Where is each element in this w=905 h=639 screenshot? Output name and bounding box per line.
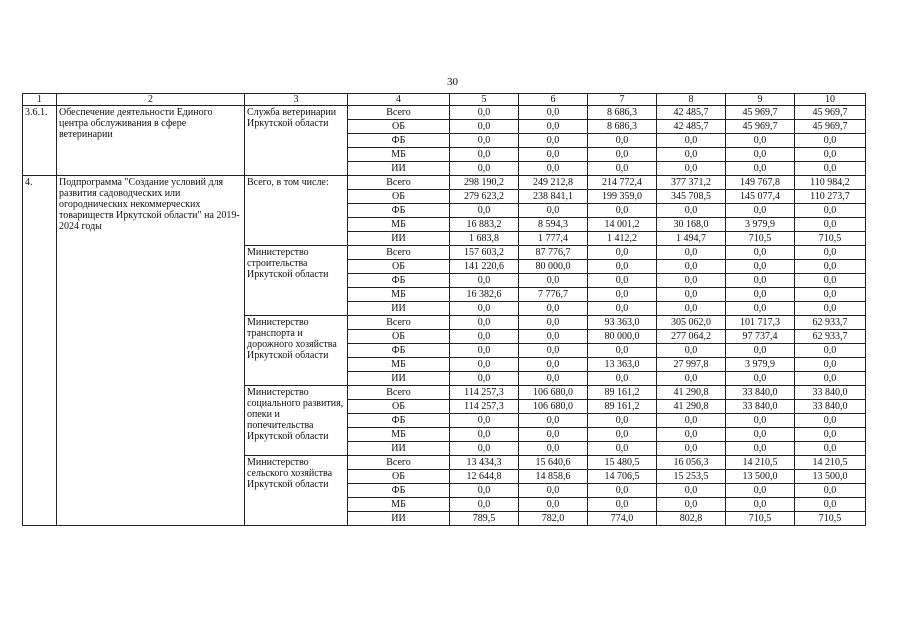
funding-source: Всего	[348, 316, 450, 330]
value-cell: 0,0	[588, 246, 657, 260]
value-cell: 41 290,8	[657, 386, 726, 400]
value-cell: 0,0	[795, 246, 866, 260]
value-cell: 0,0	[657, 442, 726, 456]
value-cell: 0,0	[519, 372, 588, 386]
value-cell: 13 363,0	[588, 358, 657, 372]
value-cell: 0,0	[450, 120, 519, 134]
value-cell: 710,5	[795, 232, 866, 246]
value-cell: 214 772,4	[588, 176, 657, 190]
value-cell: 3 979,9	[726, 358, 795, 372]
value-cell: 0,0	[450, 330, 519, 344]
funding-source: ФБ	[348, 274, 450, 288]
value-cell: 30 168,0	[657, 218, 726, 232]
funding-source: ИИ	[348, 372, 450, 386]
value-cell: 0,0	[588, 302, 657, 316]
value-cell: 0,0	[795, 148, 866, 162]
value-cell: 0,0	[726, 442, 795, 456]
value-cell: 0,0	[726, 288, 795, 302]
value-cell: 149 767,8	[726, 176, 795, 190]
header-cell: 2	[57, 94, 245, 106]
value-cell: 0,0	[657, 302, 726, 316]
value-cell: 305 062,0	[657, 316, 726, 330]
value-cell: 0,0	[795, 288, 866, 302]
value-cell: 1 777,4	[519, 232, 588, 246]
funding-source: ИИ	[348, 162, 450, 176]
executor-cell: Министерство строительства Иркутской области	[245, 246, 348, 316]
value-cell: 62 933,7	[795, 330, 866, 344]
funding-source: ФБ	[348, 414, 450, 428]
value-cell: 710,5	[726, 512, 795, 526]
table-body	[23, 94, 866, 526]
funding-source: ИИ	[348, 512, 450, 526]
header-row	[23, 94, 866, 106]
item-code: 4.	[23, 176, 57, 526]
value-cell: 42 485,7	[657, 120, 726, 134]
value-cell: 87 776,7	[519, 246, 588, 260]
value-cell: 8 686,3	[588, 106, 657, 120]
value-cell: 0,0	[657, 260, 726, 274]
funding-source: ФБ	[348, 134, 450, 148]
value-cell: 0,0	[726, 428, 795, 442]
header-cell: 3	[245, 94, 348, 106]
value-cell: 0,0	[450, 302, 519, 316]
value-cell: 0,0	[657, 148, 726, 162]
value-cell: 0,0	[795, 218, 866, 232]
value-cell: 0,0	[588, 134, 657, 148]
value-cell: 0,0	[726, 260, 795, 274]
funding-source: ФБ	[348, 484, 450, 498]
value-cell: 238 841,1	[519, 190, 588, 204]
value-cell: 277 064,2	[657, 330, 726, 344]
page-number: 30	[447, 76, 458, 88]
value-cell: 0,0	[450, 148, 519, 162]
value-cell: 0,0	[795, 134, 866, 148]
funding-source: Всего	[348, 456, 450, 470]
item-title: Подпрограмма "Создание условий для развития садоводческих или огороднических некоммерческих товариществ Иркутской области" на 2019-2024 годы	[57, 176, 245, 526]
value-cell: 0,0	[588, 498, 657, 512]
funding-source: МБ	[348, 218, 450, 232]
value-cell: 0,0	[657, 498, 726, 512]
value-cell: 0,0	[657, 134, 726, 148]
funding-source: Всего	[348, 176, 450, 190]
value-cell: 0,0	[657, 274, 726, 288]
funding-source: ОБ	[348, 190, 450, 204]
value-cell: 14 210,5	[795, 456, 866, 470]
value-cell: 0,0	[657, 288, 726, 302]
value-cell: 15 640,6	[519, 456, 588, 470]
header-cell: 8	[657, 94, 726, 106]
value-cell: 0,0	[519, 274, 588, 288]
value-cell: 0,0	[519, 330, 588, 344]
value-cell: 0,0	[795, 260, 866, 274]
funding-source: Всего	[348, 106, 450, 120]
value-cell: 0,0	[519, 442, 588, 456]
value-cell: 15 480,5	[588, 456, 657, 470]
value-cell: 1 494,7	[657, 232, 726, 246]
funding-source: ФБ	[348, 344, 450, 358]
value-cell: 14 706,5	[588, 470, 657, 484]
value-cell: 0,0	[795, 414, 866, 428]
value-cell: 0,0	[726, 274, 795, 288]
value-cell: 3 979,9	[726, 218, 795, 232]
value-cell: 0,0	[795, 302, 866, 316]
funding-source: ОБ	[348, 120, 450, 134]
value-cell: 0,0	[450, 428, 519, 442]
value-cell: 0,0	[726, 498, 795, 512]
value-cell: 0,0	[450, 498, 519, 512]
value-cell: 114 257,3	[450, 386, 519, 400]
value-cell: 14 210,5	[726, 456, 795, 470]
value-cell: 0,0	[519, 358, 588, 372]
value-cell: 0,0	[795, 442, 866, 456]
funding-source: ИИ	[348, 302, 450, 316]
value-cell: 279 623,2	[450, 190, 519, 204]
item-title: Обеспечение деятельности Единого центра обслуживания в сфере ветеринарии	[57, 106, 245, 176]
value-cell: 0,0	[657, 428, 726, 442]
value-cell: 0,0	[657, 162, 726, 176]
header-cell: 1	[23, 94, 57, 106]
value-cell: 0,0	[657, 372, 726, 386]
value-cell: 0,0	[450, 358, 519, 372]
value-cell: 27 997,8	[657, 358, 726, 372]
value-cell: 0,0	[726, 484, 795, 498]
value-cell: 33 840,0	[726, 386, 795, 400]
funding-source: ОБ	[348, 400, 450, 414]
value-cell: 106 680,0	[519, 386, 588, 400]
value-cell: 782,0	[519, 512, 588, 526]
value-cell: 33 840,0	[726, 400, 795, 414]
value-cell: 0,0	[588, 372, 657, 386]
value-cell: 0,0	[726, 246, 795, 260]
value-cell: 13 500,0	[795, 470, 866, 484]
value-cell: 345 708,5	[657, 190, 726, 204]
value-cell: 62 933,7	[795, 316, 866, 330]
value-cell: 45 969,7	[795, 120, 866, 134]
header-cell: 9	[726, 94, 795, 106]
value-cell: 1 412,2	[588, 232, 657, 246]
value-cell: 0,0	[726, 414, 795, 428]
value-cell: 16 883,2	[450, 218, 519, 232]
executor-cell: Министерство сельского хозяйства Иркутской области	[245, 456, 348, 526]
value-cell: 0,0	[519, 498, 588, 512]
value-cell: 93 363,0	[588, 316, 657, 330]
value-cell: 0,0	[519, 428, 588, 442]
value-cell: 0,0	[657, 204, 726, 218]
value-cell: 0,0	[588, 428, 657, 442]
value-cell: 802,8	[657, 512, 726, 526]
value-cell: 80 000,0	[519, 260, 588, 274]
value-cell: 0,0	[519, 120, 588, 134]
value-cell: 14 858,6	[519, 470, 588, 484]
value-cell: 110 273,7	[795, 190, 866, 204]
funding-source: ОБ	[348, 470, 450, 484]
value-cell: 8 594,3	[519, 218, 588, 232]
value-cell: 0,0	[588, 260, 657, 274]
value-cell: 0,0	[450, 204, 519, 218]
value-cell: 0,0	[450, 106, 519, 120]
value-cell: 0,0	[588, 344, 657, 358]
value-cell: 0,0	[795, 162, 866, 176]
value-cell: 0,0	[519, 302, 588, 316]
value-cell: 0,0	[519, 134, 588, 148]
value-cell: 0,0	[450, 372, 519, 386]
header-cell: 6	[519, 94, 588, 106]
funding-source: ИИ	[348, 232, 450, 246]
funding-source: МБ	[348, 288, 450, 302]
value-cell: 7 776,7	[519, 288, 588, 302]
value-cell: 774,0	[588, 512, 657, 526]
value-cell: 0,0	[450, 316, 519, 330]
value-cell: 0,0	[588, 162, 657, 176]
value-cell: 45 969,7	[795, 106, 866, 120]
value-cell: 0,0	[726, 372, 795, 386]
value-cell: 14 001,2	[588, 218, 657, 232]
value-cell: 0,0	[519, 344, 588, 358]
table-row	[23, 176, 866, 190]
value-cell: 0,0	[726, 134, 795, 148]
funding-source: ИИ	[348, 442, 450, 456]
value-cell: 710,5	[795, 512, 866, 526]
value-cell: 0,0	[795, 484, 866, 498]
value-cell: 0,0	[657, 246, 726, 260]
funding-source: МБ	[348, 148, 450, 162]
value-cell: 0,0	[657, 414, 726, 428]
value-cell: 377 371,2	[657, 176, 726, 190]
value-cell: 0,0	[450, 484, 519, 498]
value-cell: 157 603,2	[450, 246, 519, 260]
value-cell: 0,0	[726, 204, 795, 218]
value-cell: 0,0	[588, 414, 657, 428]
value-cell: 101 717,3	[726, 316, 795, 330]
value-cell: 0,0	[588, 148, 657, 162]
value-cell: 0,0	[450, 274, 519, 288]
value-cell: 0,0	[726, 344, 795, 358]
value-cell: 0,0	[657, 344, 726, 358]
value-cell: 33 840,0	[795, 400, 866, 414]
value-cell: 0,0	[726, 148, 795, 162]
value-cell: 114 257,3	[450, 400, 519, 414]
funding-source: МБ	[348, 428, 450, 442]
funding-source: МБ	[348, 358, 450, 372]
value-cell: 45 969,7	[726, 106, 795, 120]
header-cell: 7	[588, 94, 657, 106]
value-cell: 0,0	[519, 316, 588, 330]
value-cell: 249 212,8	[519, 176, 588, 190]
value-cell: 0,0	[450, 414, 519, 428]
value-cell: 45 969,7	[726, 120, 795, 134]
value-cell: 0,0	[588, 484, 657, 498]
value-cell: 0,0	[519, 484, 588, 498]
executor-cell: Министерство социального развития, опеки и попечительства Иркутской области	[245, 386, 348, 456]
value-cell: 110 984,2	[795, 176, 866, 190]
value-cell: 298 190,2	[450, 176, 519, 190]
value-cell: 0,0	[519, 414, 588, 428]
value-cell: 13 500,0	[726, 470, 795, 484]
value-cell: 13 434,3	[450, 456, 519, 470]
value-cell: 8 686,3	[588, 120, 657, 134]
value-cell: 0,0	[450, 344, 519, 358]
value-cell: 0,0	[795, 498, 866, 512]
value-cell: 0,0	[519, 162, 588, 176]
value-cell: 41 290,8	[657, 400, 726, 414]
value-cell: 42 485,7	[657, 106, 726, 120]
value-cell: 0,0	[795, 204, 866, 218]
value-cell: 33 840,0	[795, 386, 866, 400]
value-cell: 141 220,6	[450, 260, 519, 274]
value-cell: 710,5	[726, 232, 795, 246]
header-cell: 4	[348, 94, 450, 106]
table-row	[23, 106, 866, 120]
value-cell: 15 253,5	[657, 470, 726, 484]
value-cell: 106 680,0	[519, 400, 588, 414]
value-cell: 12 644,8	[450, 470, 519, 484]
value-cell: 789,5	[450, 512, 519, 526]
funding-source: Всего	[348, 246, 450, 260]
funding-source: ОБ	[348, 330, 450, 344]
value-cell: 0,0	[726, 302, 795, 316]
value-cell: 0,0	[795, 344, 866, 358]
value-cell: 16 056,3	[657, 456, 726, 470]
executor-cell: Министерство транспорта и дорожного хозяйства Иркутской области	[245, 316, 348, 386]
value-cell: 0,0	[588, 204, 657, 218]
value-cell: 1 683,8	[450, 232, 519, 246]
value-cell: 80 000,0	[588, 330, 657, 344]
value-cell: 89 161,2	[588, 400, 657, 414]
value-cell: 0,0	[588, 274, 657, 288]
value-cell: 97 737,4	[726, 330, 795, 344]
value-cell: 0,0	[795, 274, 866, 288]
value-cell: 0,0	[519, 106, 588, 120]
value-cell: 0,0	[519, 148, 588, 162]
value-cell: 0,0	[795, 358, 866, 372]
value-cell: 0,0	[450, 134, 519, 148]
executor-cell: Всего, в том числе:	[245, 176, 348, 246]
value-cell: 0,0	[450, 442, 519, 456]
value-cell: 0,0	[795, 428, 866, 442]
header-cell: 10	[795, 94, 866, 106]
value-cell: 199 359,0	[588, 190, 657, 204]
value-cell: 145 077,4	[726, 190, 795, 204]
value-cell: 0,0	[726, 162, 795, 176]
funding-source: Всего	[348, 386, 450, 400]
value-cell: 0,0	[795, 372, 866, 386]
header-cell: 5	[450, 94, 519, 106]
item-code: 3.6.1.	[23, 106, 57, 176]
value-cell: 16 382,6	[450, 288, 519, 302]
funding-table	[22, 93, 866, 526]
executor-cell: Служба ветеринарии Иркутской области	[245, 106, 348, 176]
value-cell: 0,0	[588, 442, 657, 456]
value-cell: 0,0	[588, 288, 657, 302]
value-cell: 0,0	[450, 162, 519, 176]
funding-source: ФБ	[348, 204, 450, 218]
value-cell: 0,0	[657, 484, 726, 498]
funding-source: МБ	[348, 498, 450, 512]
value-cell: 89 161,2	[588, 386, 657, 400]
value-cell: 0,0	[519, 204, 588, 218]
funding-source: ОБ	[348, 260, 450, 274]
